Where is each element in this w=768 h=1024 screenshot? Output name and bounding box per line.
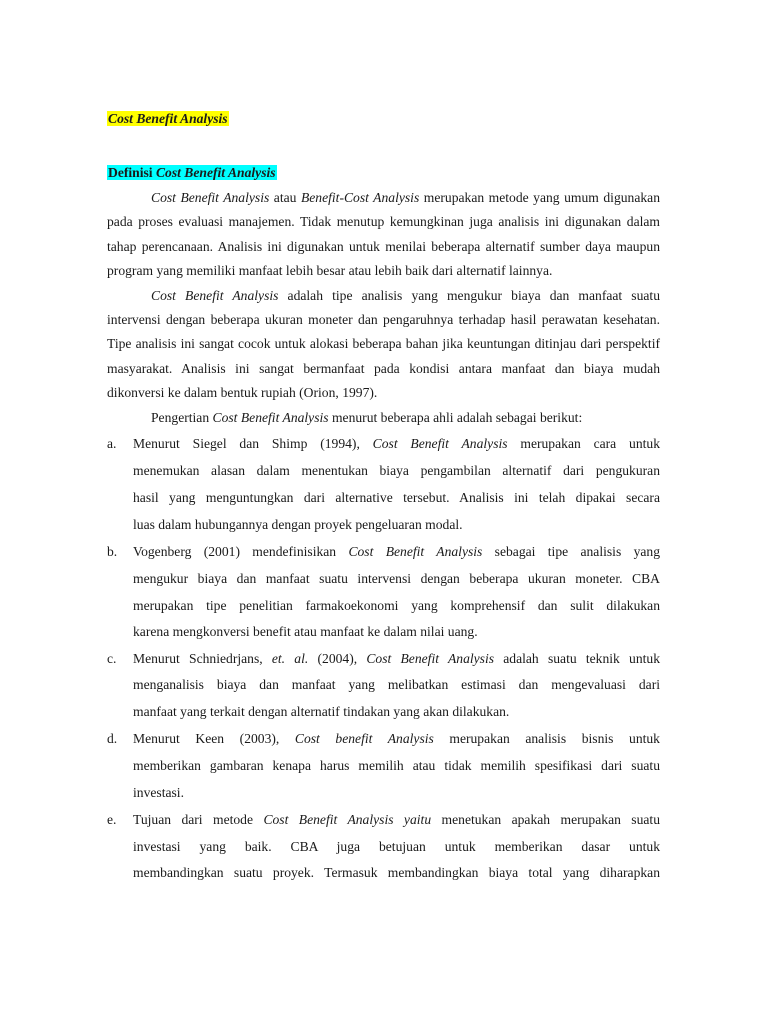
list-d-text: Menurut Keen (2003), — [133, 731, 295, 746]
p2-line-2: intervensi dengan beberapa ukuran moneter dan pengaruhnya terhadap hasil perawatan kesehatan. — [107, 312, 660, 327]
p2-text: adalah tipe analisis yang mengukur biaya dan manfaat suatu — [278, 288, 660, 303]
list-d-text: merupakan analisis bisnis untuk — [433, 731, 660, 746]
list-c-line-2: menganalisis biaya dan manfaat yang melibatkan estimasi dan mengevaluasi dari — [133, 677, 660, 692]
list-c-term-etal: et. al. — [271, 651, 309, 666]
p3-text: menurut beberapa ahli adalah sebagai berikut: — [328, 410, 583, 425]
list-b-line-3: merupakan tipe penelitian farmakoekonomi yang komprehensif dan sulit dilakukan — [133, 598, 660, 613]
p1-term-bca: Benefit-Cost Analysis — [300, 190, 420, 205]
list-c-line-1 — [133, 650, 660, 668]
list-marker-d: d. — [107, 731, 118, 746]
list-a-line-4: luas dalam hubungannya dengan proyek pengeluaran modal. — [133, 517, 463, 532]
list-marker-b: b. — [107, 544, 118, 559]
p2-line-5: dikonversi ke dalam bentuk rupiah (Orion, 1997). — [107, 385, 378, 400]
list-a-line-2: menemukan alasan dalam menentukan biaya pengambilan alternatif dari pengukuran — [133, 463, 660, 478]
list-b-term: Cost Benefit Analysis — [348, 544, 483, 559]
p2-line-3: Tipe analisis ini sangat cocok untuk alokasi beberapa bahan jika keuntungan ditinjau dari perspektif — [107, 336, 660, 351]
list-d-line-3: investasi. — [133, 785, 184, 800]
list-b-text: Vogenberg (2001) mendefinisikan — [133, 544, 349, 559]
list-e-term: Cost Benefit Analysis yaitu — [263, 812, 432, 827]
p1-line-3: tahap perencanaan. Analisis ini digunakan untuk menilai beberapa alternatif sumber daya maupun — [107, 239, 660, 254]
list-a-line-3: hasil yang menguntungkan dari alternative tersebut. Analisis ini telah dipakai secara — [133, 490, 660, 505]
list-d-line-2: memberikan gambaran kenapa harus memilih atau tidak memilih spesifikasi dari suatu — [133, 758, 660, 773]
p2-line-1 — [151, 287, 660, 305]
list-a-text: merupakan cara untuk — [507, 436, 660, 451]
list-b-line-1 — [133, 543, 660, 561]
list-b-line-2: mengukur biaya dan manfaat suatu intervensi dengan beberapa ukuran moneter. CBA — [133, 571, 660, 586]
list-d-line-1 — [133, 730, 660, 748]
list-a-text: Menurut Siegel dan Shimp (1994), — [133, 436, 373, 451]
p1-line-4: program yang memiliki manfaat lebih besar atau lebih baik dari alternatif lainnya. — [107, 263, 553, 278]
list-e-text: Tujuan dari metode — [133, 812, 264, 827]
title-highlight: Cost Benefit Analysis — [108, 111, 228, 126]
p1-term-cba: Cost Benefit Analysis — [151, 190, 270, 205]
p2-line-4: masyarakat. Analisis ini sangat bermanfaat pada kondisi antara manfaat dan biaya mudah — [107, 361, 660, 376]
list-c-text: adalah suatu teknik untuk — [494, 651, 661, 666]
section-heading — [107, 164, 660, 182]
list-marker-e: e. — [107, 812, 117, 827]
p1-line-1 — [151, 189, 660, 207]
p1-line-2: pada proses evaluasi manajemen. Tidak menutup kemungkinan juga analisis ini digunakan dalam — [107, 214, 660, 229]
p3-text: Pengertian — [151, 410, 213, 425]
list-e-line-1 — [133, 811, 660, 829]
document-title — [107, 110, 660, 128]
p2-term-cba: Cost Benefit Analysis — [151, 288, 279, 303]
p1-text: atau — [269, 190, 301, 205]
list-e-text: menetukan apakah merupakan suatu — [431, 812, 661, 827]
list-c-line-3: manfaat yang terkait dengan alternatif tindakan yang akan dilakukan. — [133, 704, 510, 719]
list-e-line-2: investasi yang baik. CBA juga betujuan untuk memberikan dasar untuk — [133, 839, 660, 854]
list-marker-c: c. — [107, 651, 117, 666]
list-b-line-4: karena mengkonversi benefit atau manfaat ke dalam nilai uang. — [133, 624, 478, 639]
list-a-line-1 — [133, 435, 660, 453]
list-marker-a: a. — [107, 436, 117, 451]
p3-term-cba: Cost Benefit Analysis — [212, 410, 329, 425]
list-e-line-3: membandingkan suatu proyek. Termasuk membandingkan biaya total yang diharapkan — [133, 865, 660, 880]
list-a-term: Cost Benefit Analysis — [372, 436, 508, 451]
list-c-term: Cost Benefit Analysis — [366, 651, 495, 666]
list-b-text: sebagai tipe analisis yang — [482, 544, 660, 559]
list-c-text: (2004), — [308, 651, 367, 666]
section-heading-highlight — [107, 165, 277, 180]
list-d-term: Cost benefit Analysis — [294, 731, 434, 746]
list-c-text: Menurut Schniedrjans, — [133, 651, 272, 666]
section-heading-term: Cost Benefit Analysis — [155, 165, 276, 180]
p1-text: merupakan metode yang umum digunakan — [419, 190, 660, 205]
p3-line-1 — [151, 409, 660, 427]
section-heading-prefix: Definisi — [108, 165, 156, 180]
